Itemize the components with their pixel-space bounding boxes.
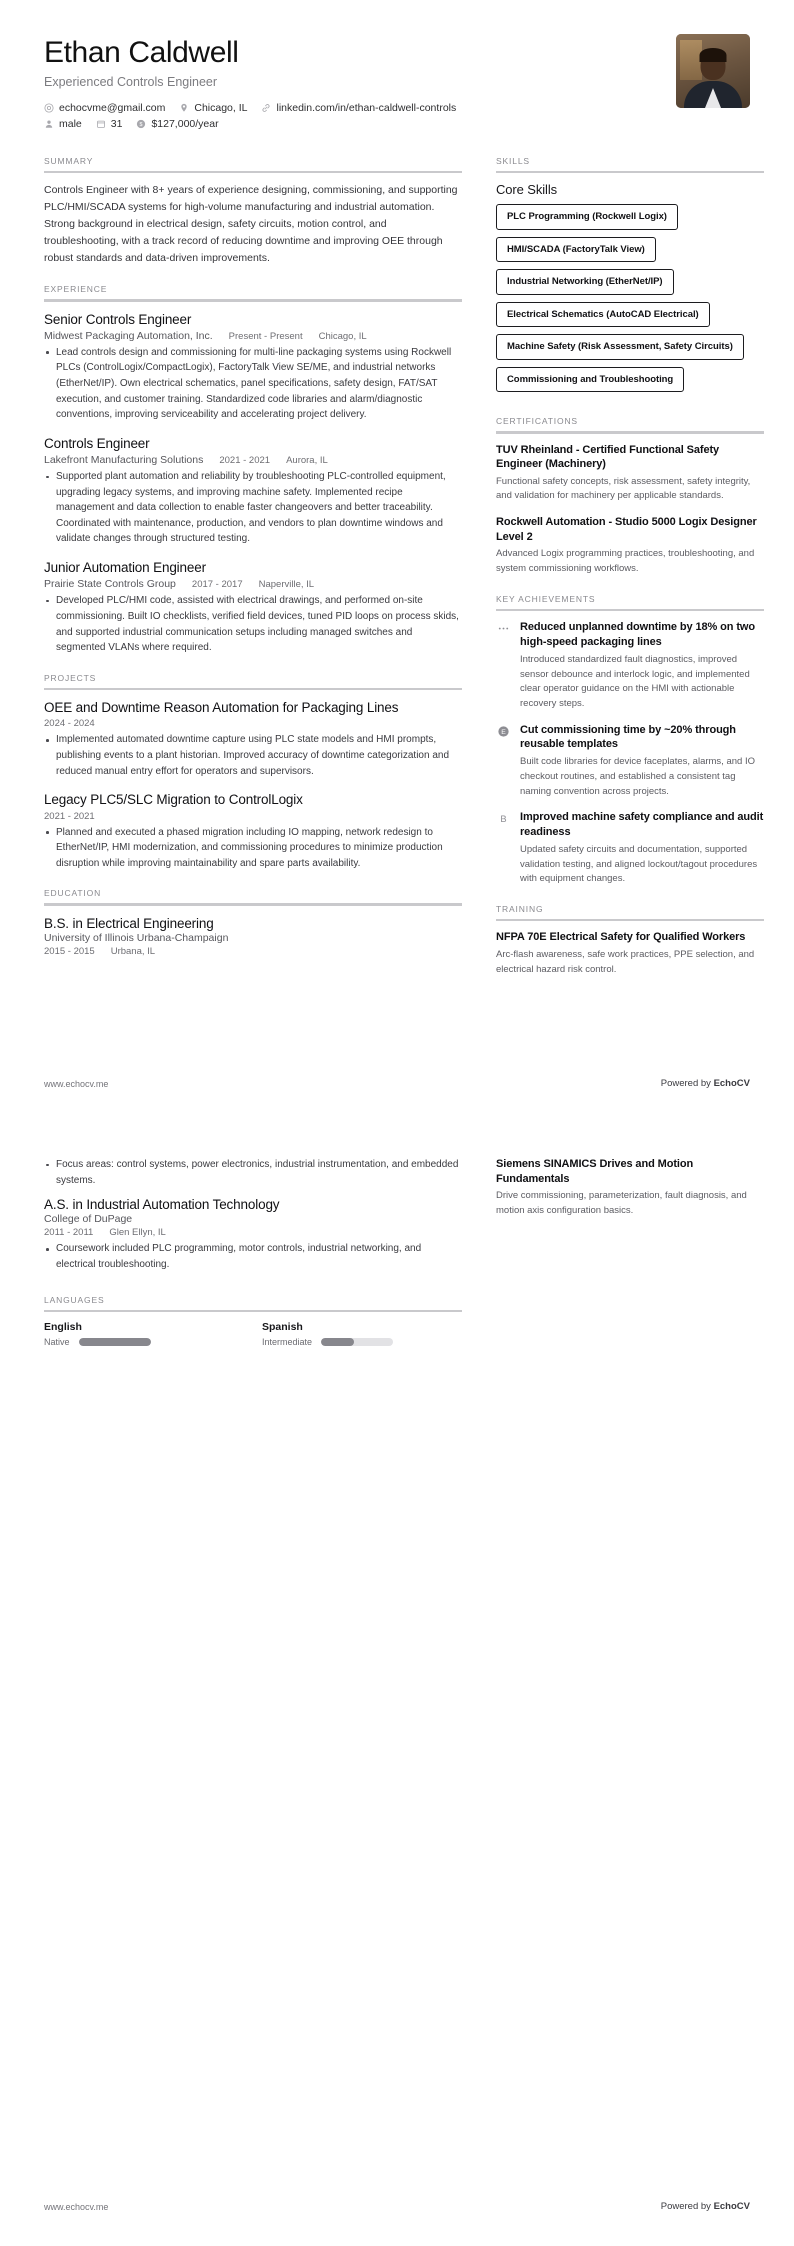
language-name: English (44, 1321, 82, 1334)
school-name: College of DuPage (44, 1213, 133, 1226)
section-heading-experience: EXPERIENCE (44, 284, 108, 295)
section-heading-certifications: CERTIFICATIONS (496, 416, 578, 426)
training-description: Drive commissioning, parameterization, fault diagnosis, and motion axis configuration basics. (496, 1190, 747, 1216)
page-footer (44, 2201, 750, 2212)
contact-gender (44, 118, 82, 130)
list-item: Lead controls design and commissioning for multi-line packaging systems using Rockwell PLCs (ControlLogix/CompactLogix), FactoryTalk View SE/ME, and industrial networks (EtherNet/IP). Own electrical schematics, panel specifications, safety design, FAT/SAT execution, and customer training. Standardized code libraries and alarm/diagnostic conventions, improving serviceability and accelerating project delivery. (44, 345, 462, 423)
job-meta (44, 330, 462, 342)
job-title: Controls Engineer (44, 435, 150, 451)
education-meta (44, 1227, 462, 1238)
language-name: Spanish (262, 1321, 303, 1334)
section-experience (44, 284, 462, 656)
achievement-item (496, 620, 764, 711)
language-level-row (262, 1337, 432, 1347)
skills-group-title: Core Skills (496, 182, 558, 198)
certification-description: Advanced Logix programming practices, troubleshooting, and system commissioning workflows. (496, 548, 755, 575)
education-dates: 2011 - 2011 (44, 1227, 94, 1239)
achievement-item (496, 810, 764, 887)
section-heading-summary: SUMMARY (44, 155, 94, 166)
list-item: Planned and executed a phased migration including IO mapping, network redesign to EtherNet/IP, HMI modernization, and commissioning procedures to minimize production disruption while improving maintainability and spare parts availability. (44, 825, 462, 872)
euro-circle-icon (496, 723, 511, 800)
job-bullets (44, 345, 462, 423)
certification-title: TUV Rheinland - Certified Functional Safety Engineer (Machinery) (496, 443, 720, 471)
education-location: Glen Ellyn, IL (109, 1227, 166, 1239)
contact-email-value: echocvme@gmail.com (59, 101, 166, 114)
footer-brand-name: EchoCV (713, 1078, 750, 1089)
training-item (496, 1157, 764, 1219)
language-level: Intermediate (262, 1337, 313, 1348)
contact-age-value: 31 (110, 117, 123, 130)
job-org: Lakefront Manufacturing Solutions (44, 454, 204, 467)
job-dates: 2017 - 2017 (191, 579, 243, 591)
achievement-title: Reduced unplanned downtime by 18% on two high-speed packaging lines (520, 621, 755, 649)
section-education (44, 888, 462, 957)
language-progress-bar (321, 1338, 393, 1346)
project-title: Legacy PLC5/SLC Migration to ControlLogix (44, 792, 303, 808)
skill-pill[interactable]: Industrial Networking (EtherNet/IP) (496, 269, 674, 294)
education-bullets (44, 1241, 462, 1272)
job-bullets (44, 593, 462, 655)
achievement-title: Cut commissioning time by ~20% through reusable templates (520, 723, 736, 751)
section-key-achievements (496, 594, 764, 887)
project-meta (44, 718, 462, 729)
language-progress-fill (79, 1338, 151, 1346)
location-pin-icon (179, 103, 189, 113)
skill-list (496, 302, 764, 334)
achievement-body (520, 723, 764, 800)
training-description: Arc-flash awareness, safe work practices, PPE selection, and electrical hazard risk control. (496, 949, 755, 975)
footer-site[interactable]: www.echocv.me (44, 1078, 109, 1089)
language-grid (44, 1321, 462, 1347)
achievement-description: Introduced standardized fault diagnostics, improved sensor debounce and interlock logic, and implemented clear operator guidance on the HMI with actionable recovery steps. (520, 653, 750, 709)
education-dates: 2015 - 2015 (44, 946, 95, 958)
summary-text: Controls Engineer with 8+ years of experience designing, commissioning, and supporting PLC/HMI/SCADA systems for high-volume manufacturing and industrial automation. Strong background in electrical design, safety circuits, motion control, and troubleshooting, with a track record of reducing downtime and improving OEE through robust standards and data-driven improvements. (44, 184, 458, 265)
job-title: Junior Automation Engineer (44, 560, 206, 576)
section-heading-skills: SKILLS (496, 155, 530, 166)
footer-powered-prefix: Powered by (660, 2201, 714, 2212)
language-level-row (44, 1337, 214, 1347)
section-divider (496, 171, 764, 174)
job-bullets (44, 469, 462, 547)
list-item: Coursework included PLC programming, motor controls, industrial networking, and electrical troubleshooting. (44, 1241, 462, 1272)
contact-gender-value: male (59, 117, 82, 130)
right-column (496, 1157, 764, 1236)
right-column (496, 156, 764, 995)
section-divider (44, 171, 462, 174)
achievement-title: Improved machine safety compliance and audit readiness (520, 811, 764, 839)
header-text-block (44, 34, 658, 130)
section-languages (44, 1295, 462, 1348)
page-footer (44, 1078, 750, 1089)
job-title: Senior Controls Engineer (44, 311, 192, 327)
achievement-body (520, 620, 764, 711)
skill-pill[interactable]: HMI/SCADA (FactoryTalk View) (496, 237, 656, 262)
contact-linkedin-value: linkedin.com/in/ethan-caldwell-controls (276, 101, 457, 114)
skill-pill[interactable]: Machine Safety (Risk Assessment, Safety Circuits) (496, 334, 744, 359)
footer-brand (661, 2201, 750, 2212)
skill-list (496, 334, 764, 366)
section-heading-languages: LANGUAGES (44, 1294, 105, 1305)
section-training (496, 904, 764, 978)
calendar-icon (96, 119, 106, 129)
achievement-description: Updated safety circuits and documentation, supported validation testing, and aligned lockout/tagout procedures with equipment changes. (520, 843, 758, 885)
contact-row (44, 102, 504, 130)
section-heading-education: EDUCATION (44, 888, 102, 899)
job-org: Midwest Packaging Automation, Inc. (44, 329, 213, 342)
footer-brand-name: EchoCV (713, 2201, 750, 2212)
project-dates: 2024 - 2024 (44, 718, 95, 730)
language-item (262, 1321, 432, 1347)
training-title: NFPA 70E Electrical Safety for Qualified Workers (496, 931, 746, 944)
certification-description: Functional safety concepts, risk assessment, safety integrity, and validation for machinery per applicable standards. (496, 475, 751, 502)
education-entry (44, 915, 462, 957)
ellipsis-icon (496, 620, 511, 711)
education-location: Urbana, IL (110, 946, 156, 958)
job-dates: 2021 - 2021 (219, 455, 271, 467)
page-title: Ethan Caldwell (44, 36, 239, 69)
section-divider (44, 688, 462, 691)
content-columns (44, 1157, 750, 1364)
section-divider (44, 903, 462, 906)
content-columns (44, 155, 764, 995)
certification-item (496, 443, 764, 505)
achievement-body (520, 810, 764, 887)
school-name: University of Illinois Urbana-Champaign (44, 932, 229, 945)
money-icon (136, 119, 146, 129)
education-entry (44, 1196, 462, 1272)
section-divider (496, 919, 764, 922)
degree-title: B.S. in Electrical Engineering (44, 915, 214, 931)
skill-pill[interactable]: Electrical Schematics (AutoCAD Electrical) (496, 302, 710, 327)
project-bullets (44, 825, 462, 872)
job-meta (44, 578, 462, 590)
skill-list (496, 269, 764, 301)
footer-powered-prefix: Powered by (660, 1078, 714, 1089)
project-entry (44, 791, 462, 871)
language-progress-fill (321, 1338, 354, 1346)
language-level: Native (44, 1337, 70, 1348)
project-title: OEE and Downtime Reason Automation for Packaging Lines (44, 700, 399, 716)
footer-brand (661, 1078, 750, 1089)
section-heading-training: TRAINING (496, 903, 544, 914)
contact-location (179, 102, 247, 114)
language-progress-bar (79, 1338, 151, 1346)
left-column (44, 1157, 462, 1364)
svg-text:$: $ (139, 121, 143, 128)
avatar (676, 34, 750, 108)
contact-salary (136, 118, 218, 130)
section-heading-key-achievements: KEY ACHIEVEMENTS (496, 593, 596, 604)
certification-item (496, 515, 764, 577)
headline: Experienced Controls Engineer (44, 74, 218, 89)
email-icon (44, 103, 54, 113)
list-item: Implemented automated downtime capture using PLC state models and HMI prompts, publishing events to a plant historian. Improved accuracy of downtime categorization and reduced manual entry effort for operators and supervisors. (44, 732, 462, 779)
list-item: Focus areas: control systems, power electronics, industrial instrumentation, and embedded systems. (44, 1157, 462, 1188)
section-divider (44, 1310, 462, 1313)
project-entry (44, 699, 462, 779)
job-org: Prairie State Controls Group (44, 578, 176, 591)
resume-header (44, 34, 750, 130)
section-certifications (496, 416, 764, 577)
link-icon (261, 103, 271, 113)
achievement-item (496, 723, 764, 800)
project-bullets (44, 732, 462, 779)
contact-age (96, 118, 123, 130)
skill-list (496, 367, 764, 399)
training-item (496, 930, 764, 977)
contact-salary-value: $127,000/year (151, 117, 219, 130)
section-skills (496, 156, 764, 399)
person-icon (44, 119, 54, 129)
svg-text:E: E (501, 728, 506, 736)
section-heading-projects: PROJECTS (44, 672, 97, 683)
experience-entry (44, 311, 462, 423)
achievement-description: Built code libraries for device faceplates, alarms, and IO checkout routines, and established a consistent tag naming convention across projects. (520, 756, 755, 797)
experience-entry (44, 559, 462, 656)
job-meta (44, 454, 462, 466)
project-dates: 2021 - 2021 (44, 810, 95, 822)
letter-b-icon (496, 810, 511, 887)
job-location: Chicago, IL (318, 330, 367, 342)
svg-text:B: B (500, 814, 507, 825)
skill-list (496, 237, 764, 269)
skill-pill[interactable]: Commissioning and Troubleshooting (496, 367, 684, 392)
section-training-continued (496, 1157, 764, 1219)
section-divider (44, 299, 462, 302)
experience-entry (44, 435, 462, 547)
section-summary (44, 156, 462, 268)
contact-email[interactable] (44, 102, 165, 114)
training-title: Siemens SINAMICS Drives and Motion Fundamentals (496, 1158, 694, 1185)
education-meta (44, 946, 462, 957)
degree-title: A.S. in Industrial Automation Technology (44, 1197, 280, 1213)
list-item: Developed PLC/HMI code, assisted with electrical drawings, and performed on-site commissioning. Built IO checklists, verified field devices, tuned PID loops on process skids, and supported industrial communication setups including managed switches and segmented VLANs where required. (44, 593, 462, 655)
certification-title: Rockwell Automation - Studio 5000 Logix Designer Level 2 (496, 516, 757, 543)
section-divider (496, 609, 764, 612)
contact-linkedin[interactable] (261, 102, 456, 114)
education-bullets (44, 1157, 462, 1188)
section-projects (44, 673, 462, 872)
contact-location-value: Chicago, IL (194, 101, 248, 114)
left-column (44, 156, 462, 974)
resume-page-2 (0, 1123, 794, 2246)
skill-list (496, 204, 764, 236)
job-location: Aurora, IL (286, 455, 328, 467)
job-location: Naperville, IL (258, 579, 315, 591)
project-meta (44, 811, 462, 822)
language-item (44, 1321, 214, 1347)
section-education-continued (44, 1157, 462, 1273)
section-divider (496, 431, 764, 434)
list-item: Supported plant automation and reliability by troubleshooting PLC-controlled equipment, upgrading legacy systems, and improving machine safety. Implemented recipe management and data collection to enable faster changeovers and better traceability. Coordinated with maintenance, production, and vendors to plan downtime windows and validate changes through structured testing. (44, 469, 462, 547)
skill-pill[interactable]: PLC Programming (Rockwell Logix) (496, 204, 678, 229)
job-dates: Present - Present (228, 330, 303, 342)
footer-site[interactable]: www.echocv.me (44, 2201, 109, 2212)
